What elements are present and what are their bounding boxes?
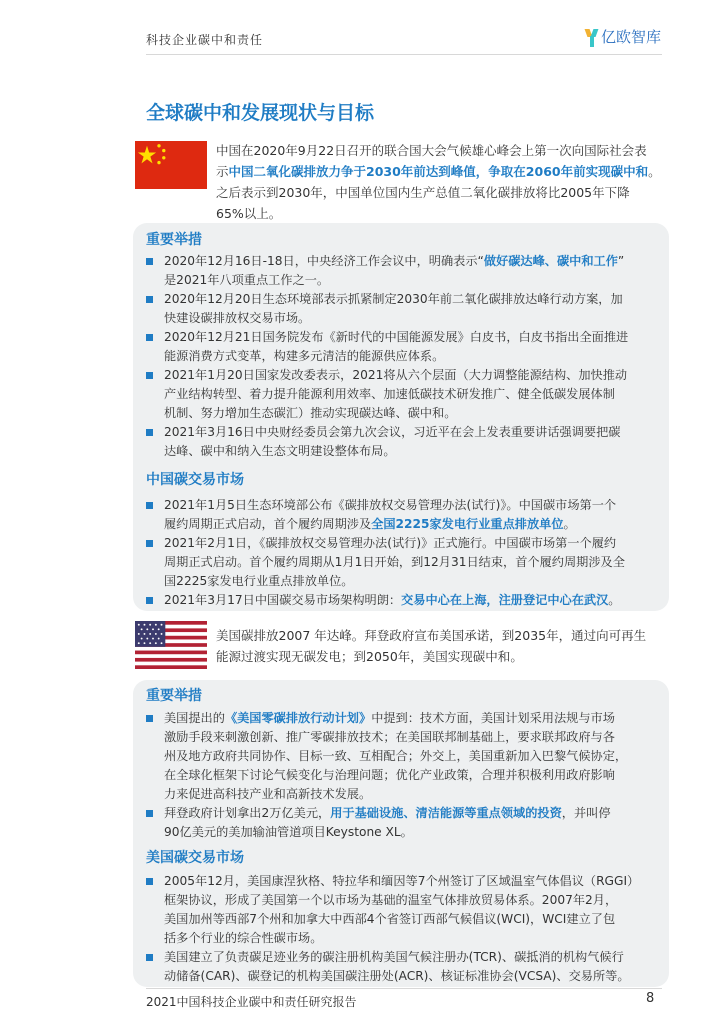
- china-market-title: 中国碳交易市场: [146, 472, 244, 488]
- header-divider: [146, 54, 662, 55]
- bullet-square-icon: [146, 715, 153, 722]
- list-item: 2021年1月5日生态环境部公布《碳排放权交易管理办法(试行)》。中国碳市场第一个 履约周期正式启动，首个履约周期涉及全国2225家发电行业重点排放单位。: [146, 496, 666, 534]
- list-item: 2021年3月16日中央财经委员会第九次会议，习近平在会上发表重要讲话强调要把碳 达峰、碳中和纳入生态文明建设整体布局。: [146, 423, 666, 461]
- footer-divider: [146, 988, 662, 989]
- list-item: 2020年12月16日-18日，中央经济工作会议中，明确表示“做好碳达峰、碳中和工作” 是2021年八项重点工作之一。: [146, 252, 666, 290]
- page-number: 8: [646, 991, 655, 1006]
- china-intro: [216, 140, 671, 224]
- usa-market-title: 美国碳交易市场: [146, 850, 244, 866]
- china-intro-line-3: 之后表示到2030年，中国单位国内生产总值二氧化碳排放将比2005年下降: [216, 185, 630, 200]
- china-intro-line-2: 示中国二氧化碳排放力争于2030年前达到峰值，争取在2060年前实现碳中和。: [216, 164, 661, 179]
- list-item: 2020年12月20日生态环境部表示抓紧制定2030年前二氧化碳排放达峰行动方案，加 快建设碳排放权交易市场。: [146, 290, 666, 328]
- list-item: 2021年2月1日，《碳排放权交易管理办法(试行)》正式施行。中国碳市场第一个履约 周期正式启动。首个履约周期从1月1日开始，到12月31日结束，首个履约周期涉及全 国2225家发电行业重点排放单位。: [146, 534, 666, 591]
- china-measures-title: 重要举措: [146, 232, 202, 248]
- bullet-square-icon: [146, 540, 153, 547]
- bullet-square-icon: [146, 878, 153, 885]
- china-target-highlight: 中国二氧化碳排放力争于2030年前达到峰值，争取在2060年前实现碳中和: [228, 164, 649, 179]
- list-item: 2021年3月17日中国碳交易市场架构明朗：交易中心在上海，注册登记中心在武汉。: [146, 591, 666, 610]
- bullet-square-icon: [146, 258, 153, 265]
- bullet-square-icon: [146, 429, 153, 436]
- logo-text: 亿欧智库: [601, 28, 662, 46]
- bullet-square-icon: [146, 597, 153, 604]
- china-intro-line-1: 中国在2020年9月22日召开的联合国大会气候雄心峰会上第一次向国际社会表: [216, 143, 647, 158]
- list-item: 2020年12月21日国务院发布《新时代的中国能源发展》白皮书，白皮书指出全面推进 能源消费方式变革，构建多元清洁的能源供应体系。: [146, 328, 666, 366]
- us-flag-icon: [135, 621, 207, 669]
- footer-report-title: 2021中国科技企业碳中和责任研究报告: [146, 995, 357, 1009]
- china-intro-line-4: 65%以上。: [216, 206, 282, 221]
- list-item: 2021年1月20日国家发改委表示，2021将从六个层面（大力调整能源结构、加快推动 产业结构转型、着力提升能源利用效率、加速低碳技术研发推广、健全低碳发展体制 机制、努力增加生态碳汇）推动实现碳达峰、碳中和。: [146, 366, 666, 423]
- section-title: 全球碳中和发展现状与目标: [146, 102, 375, 124]
- list-item: 2005年12月，美国康涅狄格、特拉华和缅因等7个州签订了区域温室气体倡议（RGGI） 框架协议，形成了美国第一个以市场为基础的温室气体排放贸易体系。2007年2月， 美国加州等西部7个州和加拿大中西部4个省签订西部气候倡议(WCI)，WCI建立了包 括多个行业的综合性碳市场。: [146, 872, 666, 948]
- bullet-square-icon: [146, 954, 153, 961]
- yiou-logo: [586, 26, 661, 47]
- usa-intro-line-2: 能源过渡实现无碳发电；到2050年，美国实现碳中和。: [216, 649, 523, 664]
- usa-intro-line-1: 美国碳排放2007 年达峰。拜登政府宣布美国承诺，到2035年，通过向可再生: [216, 628, 647, 643]
- list-item: 拜登政府计划拿出2万亿美元，用于基础设施、清洁能源等重点领域的投资，并叫停 90亿美元的美加输油管道项目Keystone XL。: [146, 804, 666, 842]
- list-item: 美国建立了负责碳足迹业务的碳注册机构美国气候注册办(TCR)、碳抵消的机构气候行 动储备(CAR)、碳登记的机构美国碳注册处(ACR)、核证标准协会(VCSA)、交易所等。: [146, 948, 666, 986]
- list-item: 美国提出的《美国零碳排放行动计划》中提到：技术方面，美国计划采用法规与市场 激励手段来刺激创新、推广零碳排放技术；在美国联邦制基础上，要求联邦政府与各 州及地方政府共同协作、目标一致、互相配合；外交上，美国重新加入巴黎气候协定， 在全球化框架下讨论气候变化与治理问题；优化产业政策，合理并积极利用政府影响 力来促进高科技产业和高新技术发展。: [146, 709, 666, 804]
- china-flag-icon: [135, 141, 207, 189]
- bullet-square-icon: [146, 372, 153, 379]
- usa-measures-title: 重要举措: [146, 688, 202, 704]
- bullet-square-icon: [146, 296, 153, 303]
- logo-icon: [586, 27, 598, 47]
- bullet-square-icon: [146, 334, 153, 341]
- header-title: 科技企业碳中和责任: [146, 33, 264, 47]
- bullet-square-icon: [146, 502, 153, 509]
- bullet-square-icon: [146, 810, 153, 817]
- usa-intro: [216, 625, 671, 667]
